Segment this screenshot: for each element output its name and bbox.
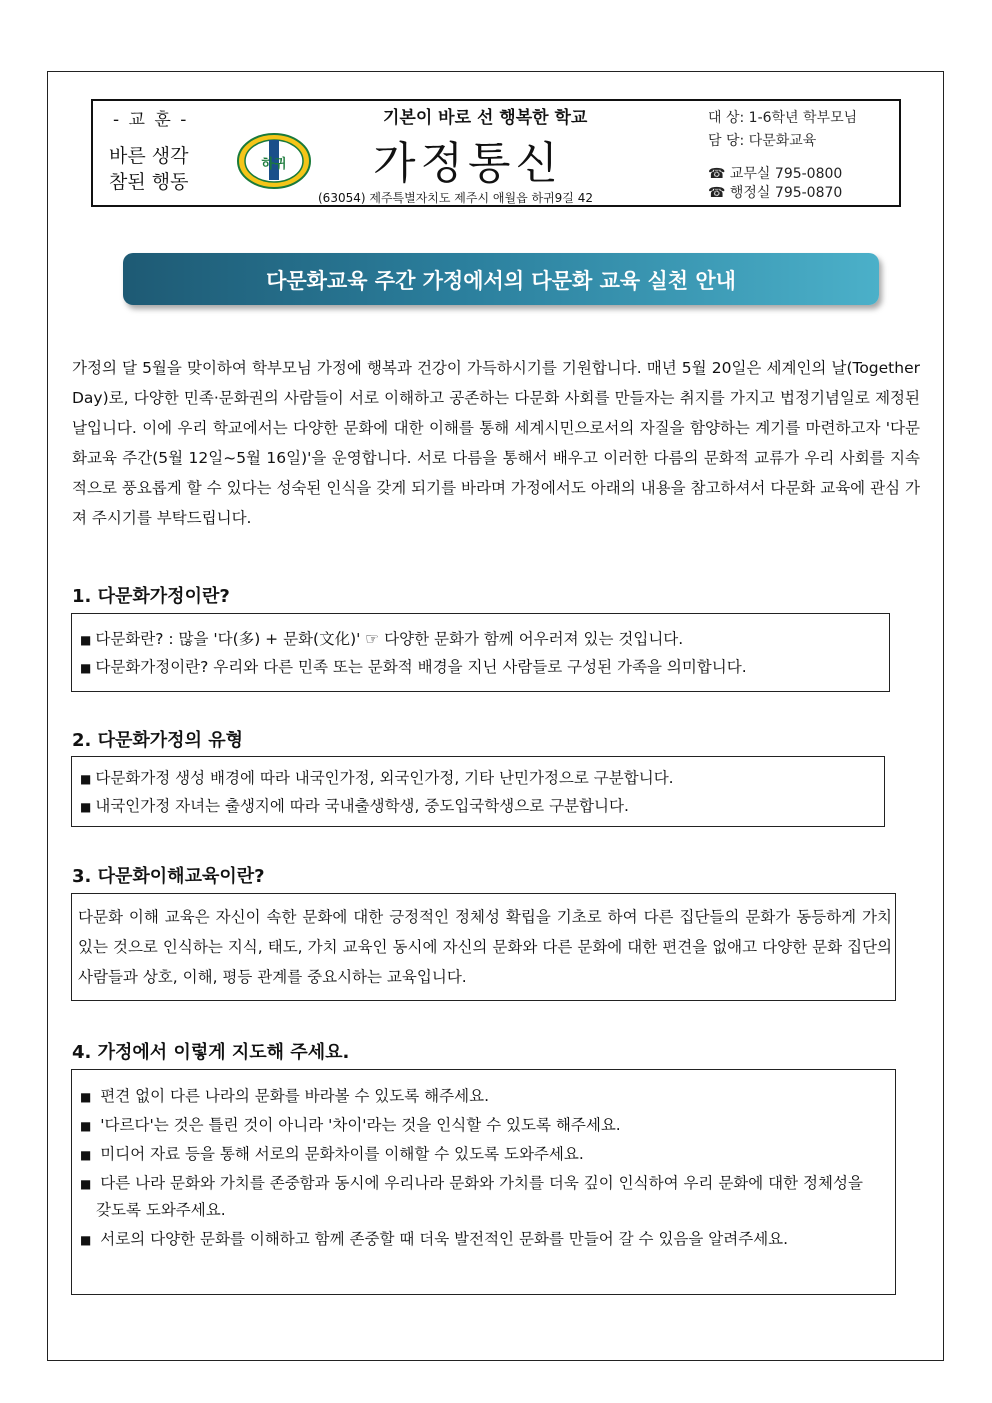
list-item: ■ 내국인가정 자녀는 출생지에 따라 국내출생학생, 중도입국학생으로 구분합니다.: [80, 797, 629, 815]
bullet-square-icon: ■: [80, 633, 92, 647]
section-3-box: [71, 893, 896, 1001]
section-4-title: 4. 가정에서 이렇게 지도해 주세요.: [72, 1042, 350, 1063]
bullet-square-icon: ■: [80, 661, 92, 675]
section-4-box: [71, 1069, 896, 1295]
list-item: ■ '다르다'는 것은 틀린 것이 아니라 '차이'라는 것을 인식할 수 있도록 해주세요.: [80, 1116, 621, 1134]
manager-dept: 담 당: 다문화교육: [708, 133, 817, 149]
newsletter-title: 가정통신: [373, 138, 564, 189]
bullet-square-icon: ■: [80, 1233, 92, 1247]
bullet-square-icon: ■: [80, 1090, 92, 1104]
bullet-square-icon: ■: [80, 772, 92, 786]
school-motto: 기본이 바로 선 행복한 학교: [383, 108, 588, 128]
list-item: ■ 편견 없이 다른 나라의 문화를 바라볼 수 있도록 해주세요.: [80, 1087, 490, 1105]
section-3-title: 3. 다문화이해교육이란?: [72, 866, 265, 887]
section-2-title: 2. 다문화가정의 유형: [72, 730, 243, 751]
bullet-square-icon: ■: [80, 1177, 92, 1191]
section-2-box: [71, 756, 885, 827]
title-banner: [123, 253, 879, 305]
target-audience: 대 상: 1-6학년 학부모님: [708, 110, 858, 126]
bullet-square-icon: ■: [80, 1148, 92, 1162]
section-1-box: [71, 613, 890, 692]
bullet-square-icon: ■: [80, 800, 92, 814]
section-1-title: 1. 다문화가정이란?: [72, 586, 230, 607]
newsletter-header: [91, 99, 901, 207]
list-item: ■ 다문화가정이란? 우리와 다른 민족 또는 문화적 배경을 지닌 사람들로 구성된 가족을 의미합니다.: [80, 658, 747, 676]
school-address: (63054) 제주특별자치도 제주시 애월읍 하귀9길 42: [318, 191, 593, 205]
list-item: ■ 미디어 자료 등을 통해 서로의 문화차이를 이해할 수 있도록 도와주세요.: [80, 1145, 584, 1163]
list-item: ■ 서로의 다양한 문화를 이해하고 함께 존중할 때 더욱 발전적인 문화를 만들어 갈 수 있음을 알려주세요.: [80, 1230, 789, 1248]
intro-paragraph: 가정의 달 5월을 맞이하여 학부모님 가정에 행복과 건강이 가득하시기를 기원합니다. 매년 5월 20일은 세계인의 날(Together Day)로, 다양한 민족·문화권의 사람들이 서로 이해하고 공존하는 다문화 사회를 만들자는 취지를 가지고 법정기념일로 제정된 날입니다. 이에 우리 학교에서는 다양한 문화에 대한 이해를 통해 세계시민으로서의 자질을 함양하는 계기를 마련하고자 '다문화교육 주간(5월 12일~5월 16일)'을 운영합니다. 서로 다름을 통해서 배우고 이러한 다름의 문화적 교류가 우리 사회를 지속적으로 풍요롭게 할 수 있다는 성숙된 인식을 갖게 되기를 바라며 가정에서도 아래의 내용을 참고하셔서 다문화 교육에 관심 가져 주시기를 부탁드립니다.: [72, 359, 920, 527]
banner-title: 다문화교육 주간 가정에서의 다문화 교육 실천 안내: [266, 269, 736, 293]
motto-line-2: 참된 행동: [109, 171, 189, 193]
motto-title: - 교 훈 -: [113, 110, 189, 130]
logo-text: 하귀: [261, 157, 287, 172]
motto-line-1: 바른 생각: [109, 145, 189, 167]
list-item: ■ 다른 나라 문화와 가치를 존중함과 동시에 우리나라 문화와 가치를 더욱 깊이 인식하여 우리 문화에 대한 정체성을 갖도록 도와주세요.: [80, 1174, 863, 1219]
phone-office: ☎ 교무실 795-0800: [708, 166, 843, 182]
school-logo: [236, 132, 312, 190]
list-item: ■ 다문화가정 생성 배경에 따라 내국인가정, 외국인가정, 기타 난민가정으로 구분합니다.: [80, 769, 674, 787]
bullet-square-icon: ■: [80, 1119, 92, 1133]
phone-admin: ☎ 행정실 795-0870: [708, 185, 843, 201]
section-3-text: 다문화 이해 교육은 자신이 속한 문화에 대한 긍정적인 정체성 확립을 기초로 하여 다른 집단들의 문화가 동등하게 가치 있는 것으로 인식하는 지식, 태도, 가치 교육인 동시에 자신의 문화와 다른 문화에 대한 편견을 없애고 다양한 문화 집단의 사람들과 상호, 이해, 평등 관계를 중요시하는 교육입니다.: [78, 908, 892, 986]
list-item: ■ 다문화란? : 많을 '다(多) + 문화(文化)' ☞ 다양한 문화가 함께 어우러져 있는 것입니다.: [80, 630, 684, 648]
